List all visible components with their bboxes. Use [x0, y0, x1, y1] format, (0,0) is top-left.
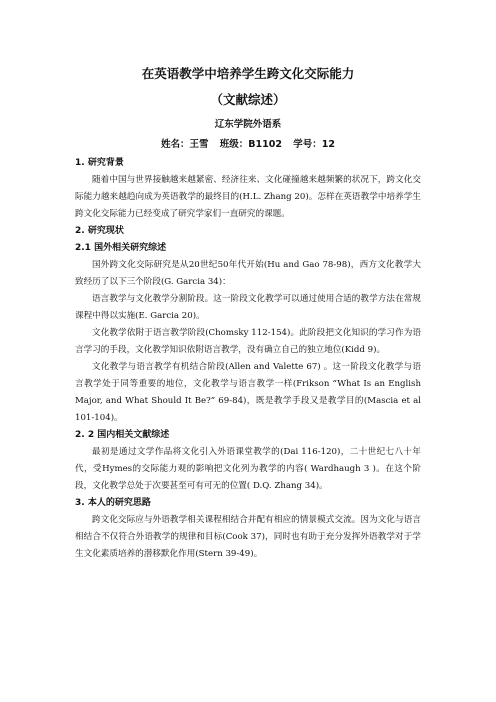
- document-subtitle: （文献综述）: [210, 92, 286, 107]
- section-heading: 2. 2 国内相关文献综述: [75, 430, 170, 440]
- section-heading: 2.1 国外相关研究综述: [75, 243, 167, 253]
- author-line: [0, 136, 496, 150]
- paragraph: 跨文化交际应与外语教学相关课程相结合并配有相应的情景模式交流。因为文化与语言相结合不仅符合外语教学的规律和目标(Cook 37)，同时也有助于充分发挥外语教学对于学生文化素质培养的潜移默化作用(Stern 39-49)。: [75, 515, 421, 559]
- paragraph: 最初是通过文学作品将文化引入外语课堂教学的(Dai 116-120)，二十世纪七八十年代，受Hymes的交际能力观的影响把文化列为教学的内容( Wardhaugh 3 )。在这个阶段，文化教学总处于次要甚至可有可无的位置( D.Q. Zhang 34)。: [75, 447, 421, 491]
- paragraph: 随着中国与世界接触越来越紧密、经济往来、文化碰撞越来越频繁的状况下，跨文化交际能力越来越趋向成为英语教学的最终目的(H.L. Zhang 20)。怎样在英语教学中培养学生跨文化交际能力已经变成了研究学家们一直研究的课题。: [75, 175, 421, 219]
- section-heading: 2. 研究现状: [75, 226, 124, 236]
- document-body: [75, 155, 421, 563]
- paragraph: 文化教学与语言教学有机结合阶段(Allen and Valette 67) 。这一阶段文化教学与语言教学处于同等重要的地位，文化教学与语言教学一样(Frikson “What Is an English Major, and What Should It Be?” 69-84)，既是教学手段又是教学目的(Mascia et al 101-104)。: [75, 362, 421, 423]
- author-name: 姓名：王雪: [160, 139, 209, 150]
- section-heading: 1. 研究背景: [75, 158, 124, 168]
- section-heading: 3. 本人的研究思路: [75, 498, 151, 508]
- author-student-id: 学号：12: [293, 139, 336, 150]
- document-title: 在英语教学中培养学生跨文化交际能力: [141, 66, 355, 81]
- paragraph: 语言教学与文化教学分割阶段。这一阶段文化教学可以通过使用合适的教学方法在常规课程中得以实施(E. Garcia 20)。: [75, 294, 421, 321]
- paragraph: 文化教学依附于语言教学阶段(Chomsky 112-154)。此阶段把文化知识的学习作为语言学习的手段，文化教学知识依附语言教学，没有确立自己的独立地位(Kidd 9)。: [75, 328, 421, 355]
- department-line: 辽东学院外语系: [214, 119, 282, 130]
- author-class: 班级：B1102: [219, 139, 282, 150]
- paragraph: 国外跨文化交际研究是从20世纪50年代开始(Hu and Gao 78-98)，西方文化教学大致经历了以下三个阶段(G. Garcia 34)：: [75, 260, 421, 287]
